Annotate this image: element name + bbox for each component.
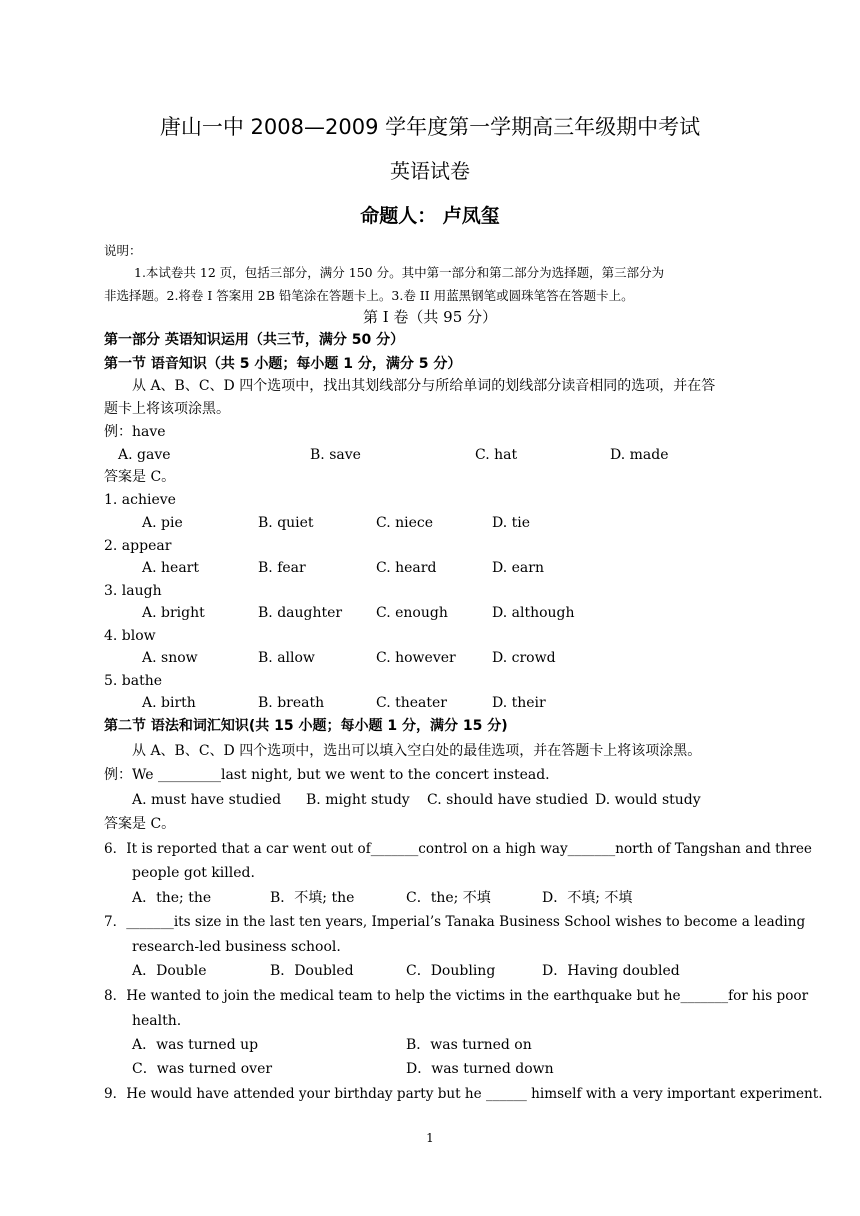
- option-c: C. however: [376, 650, 456, 666]
- instructions-line-2: 非选择题。2.将卷 I 答案用 2B 铅笔涂在答题卡上。3.卷 II 用蓝黑钢笔或圆珠笔答在答题卡上。: [104, 288, 634, 303]
- option-c: C. theater: [376, 695, 447, 711]
- question-7-line-1: 7．_______its size in the last ten years, Imperial’s Tanaka Business School wishes to become a leading: [104, 914, 806, 930]
- example-answer: 答案是 C。: [104, 469, 176, 485]
- option-a: A．the; the: [132, 890, 212, 906]
- option-c: C．the; 不填: [406, 890, 491, 906]
- section1-direction-2: 题卡上将该项涂黑。: [104, 401, 230, 417]
- section2-direction: 从 A、B、C、D 四个选项中，选出可以填入空白处的最佳选项，并在答题卡上将该项涂黑。: [132, 743, 702, 759]
- example-option-c: C. should have studied: [427, 792, 589, 808]
- section2-heading: 第二节 语法和词汇知识(共 15 小题；每小题 1 分，满分 15 分): [104, 718, 508, 734]
- option-a: A．Double: [132, 963, 207, 979]
- question-7-line-2: research-led business school.: [132, 939, 341, 955]
- option-c: C. niece: [376, 515, 434, 531]
- page-number: 1: [426, 1131, 434, 1145]
- example-option-a: A. must have studied: [132, 792, 282, 808]
- question-8-line-1: 8．He wanted to join the medical team to help the victims in the earthquake but he_______for his poor: [104, 988, 809, 1004]
- option-a: A. bright: [142, 605, 205, 621]
- instructions-label: 说明：: [104, 243, 142, 258]
- option-b: B. quiet: [258, 515, 314, 531]
- option-a: A. snow: [142, 650, 198, 666]
- option-a: A. heart: [142, 560, 199, 576]
- example-option-c: C. hat: [475, 447, 518, 463]
- option-c: C．was turned over: [132, 1061, 273, 1077]
- option-c: C. heard: [376, 560, 437, 576]
- option-c: C．Doubling: [406, 963, 496, 979]
- question-6-line-1: 6．It is reported that a car went out of_______control on a high way_______north of Tangshan and three: [104, 841, 812, 857]
- section1-heading: 第一节 语音知识（共 5 小题；每小题 1 分，满分 5 分）: [104, 356, 462, 372]
- section2-example-stem: 例：We _________last night, but we went to the concert instead.: [104, 767, 550, 783]
- exam-subtitle: 英语试卷: [390, 159, 470, 183]
- example-option-b: B. might study: [306, 792, 410, 808]
- option-b: B. daughter: [258, 605, 343, 621]
- option-d: D. earn: [492, 560, 544, 576]
- volume-heading: 第 I 卷（共 95 分）: [362, 308, 498, 326]
- part1-heading: 第一部分 英语知识运用（共三节，满分 50 分）: [104, 332, 405, 348]
- option-b: B．Doubled: [270, 963, 354, 979]
- option-a: A. pie: [142, 515, 183, 531]
- option-d: D．不填; 不填: [542, 890, 633, 906]
- option-d: D. their: [492, 695, 546, 711]
- option-b: B．was turned on: [406, 1037, 532, 1053]
- example-word: 例：have: [104, 424, 166, 440]
- option-d: D. crowd: [492, 650, 556, 666]
- question-stem: 2. appear: [104, 538, 172, 554]
- option-a: A. birth: [142, 695, 196, 711]
- question-8-line-2: health.: [132, 1013, 182, 1029]
- question-9-line-1: 9．He would have attended your birthday party but he ______ himself with a very important experiment.: [104, 1086, 823, 1102]
- option-d: D．Having doubled: [542, 963, 680, 979]
- question-stem: 3. laugh: [104, 583, 162, 599]
- question-stem: 1. achieve: [104, 492, 176, 508]
- option-a: A．was turned up: [132, 1037, 259, 1053]
- instructions-line-1: 1.本试卷共 12 页，包括三部分，满分 150 分。其中第一部分和第二部分为选择题，第三部分为: [134, 265, 665, 280]
- option-b: B．不填; the: [270, 890, 355, 906]
- exam-author: 命题人： 卢凤玺: [360, 205, 500, 227]
- question-stem: 5. bathe: [104, 673, 163, 689]
- example-option-d: D. would study: [595, 792, 701, 808]
- section1-direction-1: 从 A、B、C、D 四个选项中，找出其划线部分与所给单词的划线部分读音相同的选项，并在答: [132, 378, 716, 394]
- option-d: D. although: [492, 605, 575, 621]
- section2-example-answer: 答案是 C。: [104, 816, 176, 832]
- question-stem: 4. blow: [104, 628, 156, 644]
- option-b: B. allow: [258, 650, 315, 666]
- option-b: B. breath: [258, 695, 325, 711]
- example-option-b: B. save: [310, 447, 361, 463]
- option-c: C. enough: [376, 605, 448, 621]
- example-option-d: D. made: [610, 447, 669, 463]
- option-d: D．was turned down: [406, 1061, 554, 1077]
- question-6-line-2: people got killed.: [132, 865, 255, 881]
- option-d: D. tie: [492, 515, 531, 531]
- exam-title: 唐山一中 2008—2009 学年度第一学期高三年级期中考试: [159, 115, 701, 139]
- option-b: B. fear: [258, 560, 306, 576]
- example-option-a: A. gave: [118, 447, 171, 463]
